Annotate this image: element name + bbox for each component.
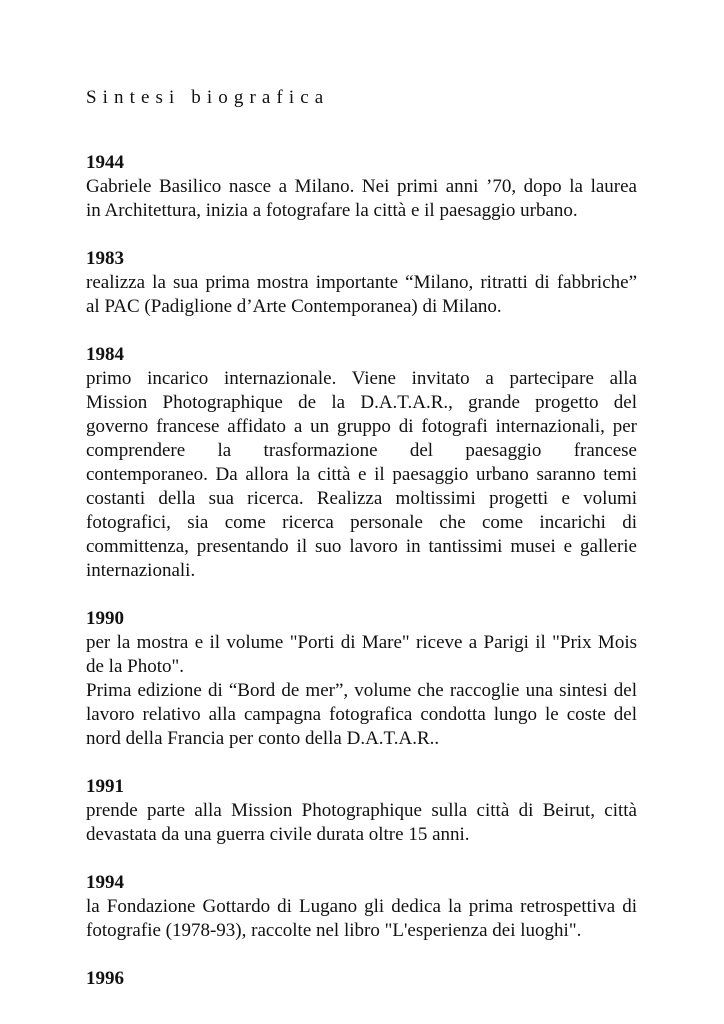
entry-line: nord della Francia per conto della D.A.T.A.R.. <box>86 728 440 749</box>
entry-line: la Fondazione Gottardo di Lugano gli dedica la prima retrospettiva di <box>86 896 637 917</box>
entry-year: 1991 <box>86 776 124 797</box>
entry-line: Prima edizione di “Bord de mer”, volume che raccoglie una sintesi del <box>86 680 637 701</box>
entry-line: internazionali. <box>86 560 196 581</box>
entry-line: fotografie (1978-93), raccolte nel libro "L'esperienza dei luoghi". <box>86 920 582 941</box>
entry-year: 1984 <box>86 344 124 365</box>
entry-year: 1996 <box>86 968 124 989</box>
entry-1983 <box>86 247 637 319</box>
entry-line: committenza, presentando il suo lavoro in tantissimi musei e gallerie <box>86 536 637 557</box>
entry-line: fotografici, sia come ricerca personale che come incarichi di <box>86 512 637 533</box>
entry-1944 <box>86 151 637 223</box>
entry-line: in Architettura, inizia a fotografare la città e il paesaggio urbano. <box>86 200 578 221</box>
entry-line: devastata da una guerra civile durata oltre 15 anni. <box>86 824 470 845</box>
entry-year: 1944 <box>86 152 124 173</box>
entry-line: Gabriele Basilico nasce a Milano. Nei primi anni ’70, dopo la laurea <box>86 176 637 197</box>
entry-line: al PAC (Padiglione d’Arte Contemporanea) di Milano. <box>86 296 502 317</box>
entry-1994 <box>86 871 637 943</box>
entry-line: Mission Photographique de la D.A.T.A.R., grande progetto del <box>86 392 637 413</box>
entry-1996 <box>86 967 637 991</box>
biography-entries <box>86 151 637 1015</box>
entry-line: prende parte alla Mission Photographique sulla città di Beirut, città <box>86 800 637 821</box>
document-title: Sintesi biografica <box>86 87 330 108</box>
entry-line: costanti della sua ricerca. Realizza moltissimi progetti e volumi <box>86 488 637 509</box>
entry-1990 <box>86 607 637 751</box>
entry-line: primo incarico internazionale. Viene invitato a partecipare alla <box>86 368 637 389</box>
entry-year: 1994 <box>86 872 124 893</box>
entry-1991 <box>86 775 637 847</box>
entry-line: de la Photo". <box>86 656 184 677</box>
entry-line: contemporaneo. Da allora la città e il paesaggio urbano saranno temi <box>86 464 637 485</box>
entry-1984 <box>86 343 637 583</box>
entry-line: per la mostra e il volume "Porti di Mare" riceve a Parigi il "Prix Mois <box>86 632 637 653</box>
entry-line: lavoro relativo alla campagna fotografica condotta lungo le coste del <box>86 704 637 725</box>
entry-line: governo francese affidato a un gruppo di fotografi internazionali, per <box>86 416 637 437</box>
entry-year: 1983 <box>86 248 124 269</box>
entry-line: realizza la sua prima mostra importante “Milano, ritratti di fabbriche” <box>86 272 637 293</box>
entry-line: comprendere la trasformazione del paesaggio francese <box>86 440 637 461</box>
entry-year: 1990 <box>86 608 124 629</box>
